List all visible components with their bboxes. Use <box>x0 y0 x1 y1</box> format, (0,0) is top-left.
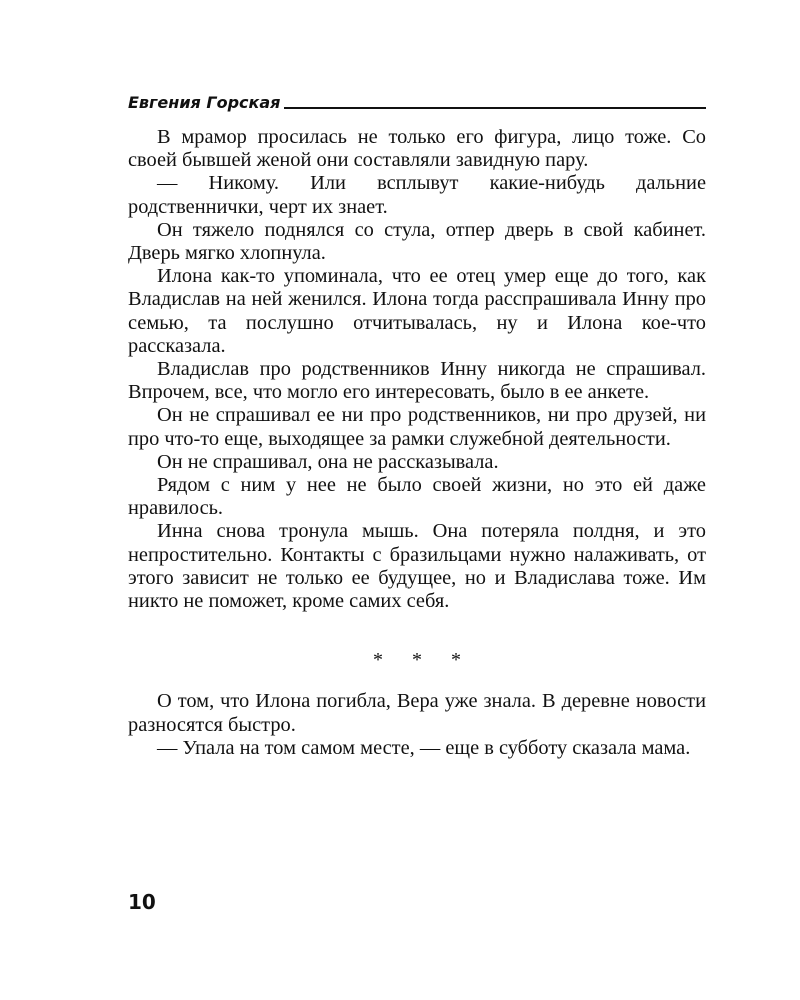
paragraph: Илона как-то упоминала, что ее отец умер еще до того, как Владислав на ней женился. Илона тогда расспрашивала Инну про семью, та послушно отчитывалась, ну и Илона кое-что рассказала. <box>128 265 706 357</box>
paragraph: В мрамор просилась не только его фигура, лицо тоже. Со своей бывшей женой они составляли завидную пару. <box>128 126 706 172</box>
paragraph: Инна снова тронула мышь. Она потеряла полдня, и это непростительно. Контакты с бразильцами нужно налаживать, от этого зависит не только ее будущее, но и Владислава тоже. Им никто не поможет, кроме самих себя. <box>128 520 706 613</box>
paragraph: Он тяжело поднялся со стула, отпер дверь в свой кабинет. Дверь мягко хлопнула. <box>128 218 706 265</box>
page-number: 10 <box>128 890 156 914</box>
section-separator: * * * <box>373 649 473 672</box>
body-text <box>128 126 706 760</box>
header-rule <box>284 107 706 109</box>
paragraph: — Упала на том самом месте, — еще в субботу сказала мама. <box>157 736 691 759</box>
paragraph: О том, что Илона погибла, Вера уже знала. В деревне новости разносятся быстро. <box>128 690 706 736</box>
running-header <box>128 88 706 112</box>
author-name: Евгения Горская <box>128 93 281 112</box>
paragraph: — Никому. Или всплывут какие-нибудь дальние родственнички, черт их знает. <box>128 172 706 218</box>
paragraph: Владислав про родственников Инну никогда не спрашивал. Впрочем, все, что могло его интересовать, было в ее анкете. <box>128 358 706 404</box>
paragraph: Рядом с ним у нее не было своей жизни, но это ей даже нравилось. <box>128 474 706 520</box>
paragraph: Он не спрашивал ее ни про родственников, ни про друзей, ни про что-то еще, выходящее за рамки служебной деятельности. <box>128 404 706 450</box>
paragraph: Он не спрашивал, она не рассказывала. <box>157 450 499 473</box>
